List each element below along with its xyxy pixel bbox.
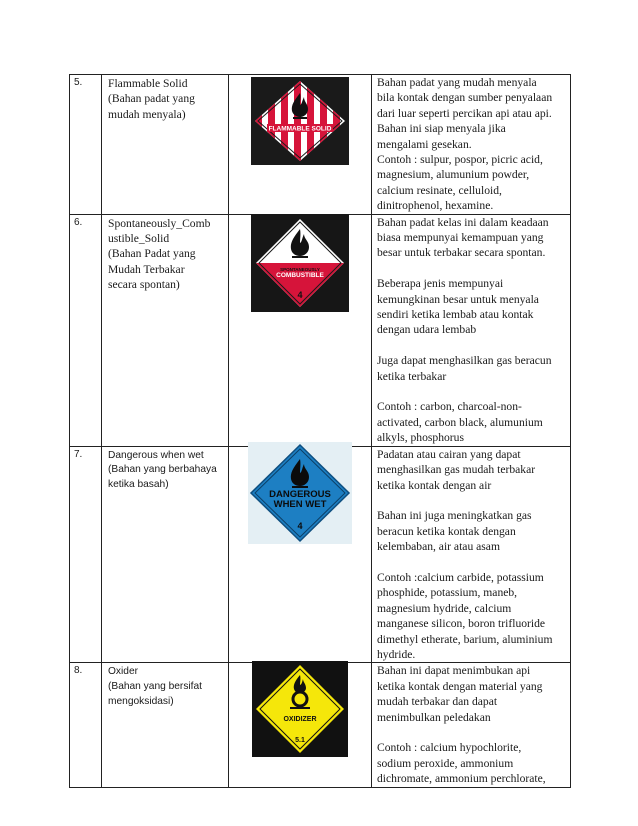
class-name-line: ketika basah)	[108, 478, 169, 490]
sign-class-number: 5.1	[295, 737, 305, 745]
class-name-cell	[102, 446, 229, 663]
description-line: sendiri ketika lembab atau kontak	[377, 308, 534, 322]
spontaneously-combustible-sign	[251, 214, 349, 312]
sign-cell	[229, 75, 372, 215]
description-line: Bahan ini siap menyala jika	[377, 122, 506, 136]
description-line: beracun ketika kontak dengan	[377, 524, 516, 538]
description-cell	[372, 446, 571, 663]
table-row	[70, 663, 571, 787]
description-line: besar untuk terbakar secara spontan.	[377, 246, 546, 260]
description-line: biasa mempunyai kemampuan yang	[377, 231, 544, 245]
class-name-cell	[102, 214, 229, 446]
row-number: 5.	[70, 75, 102, 215]
description-line: Bahan ini dapat menimbukan api	[377, 664, 531, 678]
description-line: Contoh : carbon, charcoal-non-	[377, 400, 522, 414]
spacer	[377, 555, 567, 570]
description-line: sodium peroxide, ammonium	[377, 756, 514, 770]
oxidizer-sign	[252, 661, 348, 757]
class-name-line: secara spontan)	[108, 278, 180, 292]
description-line: Beberapa jenis mempunyai	[377, 277, 504, 291]
description-line: mudah terbakar dan dapat	[377, 695, 498, 709]
sign-label-top: SPONTANEOUSLY	[280, 266, 320, 272]
sign-cell	[229, 446, 372, 663]
class-name-line: ustible_Solid	[108, 232, 170, 246]
description-line: Contoh :calcium carbide, potassium	[377, 570, 544, 584]
description-cell	[372, 75, 571, 215]
description-line: activated, carbon black, alumunium	[377, 415, 543, 429]
description-line: ketika terbakar	[377, 369, 447, 383]
class-name-cell	[102, 75, 229, 215]
description-line: hydride.	[377, 647, 416, 661]
description-line: magnesium hydride, calcium	[377, 601, 512, 615]
description-line: Contoh : calcium hypochlorite,	[377, 741, 522, 755]
description-line: ketika kontak dengan air	[377, 478, 492, 492]
description-line: Bahan ini juga meningkatkan gas	[377, 509, 532, 523]
description-line: menimbulkan peledakan	[377, 710, 491, 724]
class-name-cell	[102, 663, 229, 787]
class-name-line: Mudah Terbakar	[108, 262, 185, 276]
sign-class-number: 4	[297, 520, 303, 531]
description-line: phosphide, potassium, maneb,	[377, 586, 518, 600]
sign-label: COMBUSTIBLE	[276, 271, 324, 279]
description-line: dengan udara lembab	[377, 323, 477, 337]
class-name-line: Spontaneously_Comb	[108, 216, 211, 230]
description-line: kemungkinan besar untuk menyala	[377, 292, 539, 306]
table-row	[70, 446, 571, 663]
description-cell	[372, 663, 571, 787]
description-line: Bahan padat yang mudah menyala	[377, 76, 537, 89]
description-line: Contoh : sulpur, pospor, picric acid,	[377, 153, 543, 167]
sign-label: OXIDIZER	[283, 716, 317, 724]
description-line: bila kontak dengan sumber penyalaan	[377, 91, 553, 105]
class-name-line: Flammable Solid	[108, 77, 188, 90]
description-line: kelembaban, air atau asam	[377, 540, 500, 554]
class-name-line: Oxider	[108, 666, 139, 678]
description-line: magnesium, alumunium powder,	[377, 168, 530, 182]
description-line: calcium resinate, celluloid,	[377, 183, 502, 197]
description-line: Bahan padat kelas ini dalam keadaan	[377, 215, 549, 229]
spacer	[377, 384, 567, 399]
spacer	[377, 338, 567, 353]
description-line: menghasilkan gas mudah terbakar	[377, 463, 536, 477]
description-line: dinitrophenol, hexamine.	[377, 199, 494, 213]
class-name-line: (Bahan yang berbahaya	[108, 464, 217, 476]
row-number: 7.	[70, 446, 102, 663]
sign-label: FLAMMABLE SOLID	[268, 125, 332, 133]
description-line: alkyls, phosphorus	[377, 431, 464, 445]
description-line: dari luar seperti percikan api atau api.	[377, 106, 552, 120]
table-row	[70, 75, 571, 215]
spacer	[377, 493, 567, 508]
row-number: 8.	[70, 663, 102, 787]
hazard-class-table	[69, 74, 571, 788]
class-name-line: (Bahan padat yang	[108, 92, 195, 106]
spacer	[377, 261, 567, 276]
description-cell	[372, 214, 571, 446]
spacer	[377, 725, 567, 740]
class-name-line: mengoksidasi)	[108, 695, 174, 707]
description-line: manganese silicon, boron trifluoride	[377, 617, 546, 631]
sign-label-line1: DANGEROUS	[269, 488, 331, 500]
sign-class-number: 4	[297, 289, 303, 300]
class-name-line: Dangerous when wet	[108, 449, 204, 461]
flammable-solid-sign	[251, 77, 349, 165]
class-name-line: (Bahan yang bersifat	[108, 680, 203, 692]
row-number: 6.	[70, 214, 102, 446]
sign-cell	[229, 214, 372, 446]
class-name-line: (Bahan Padat yang	[108, 247, 196, 261]
description-line: mengalami gesekan.	[377, 137, 472, 151]
description-line: ketika kontak dengan material yang	[377, 679, 543, 693]
table-row	[70, 214, 571, 446]
sign-cell	[229, 663, 372, 787]
sign-label-line2: WHEN WET	[273, 498, 327, 510]
description-line: Juga dapat menghasilkan gas beracun	[377, 354, 552, 368]
description-line: dimethyl etherate, barium, aluminium	[377, 632, 553, 646]
dangerous-when-wet-sign	[248, 442, 352, 544]
description-line: Padatan atau cairan yang dapat	[377, 447, 521, 461]
description-line: dichromate, ammonium perchlorate,	[377, 772, 546, 786]
class-name-line: mudah menyala)	[108, 107, 186, 121]
